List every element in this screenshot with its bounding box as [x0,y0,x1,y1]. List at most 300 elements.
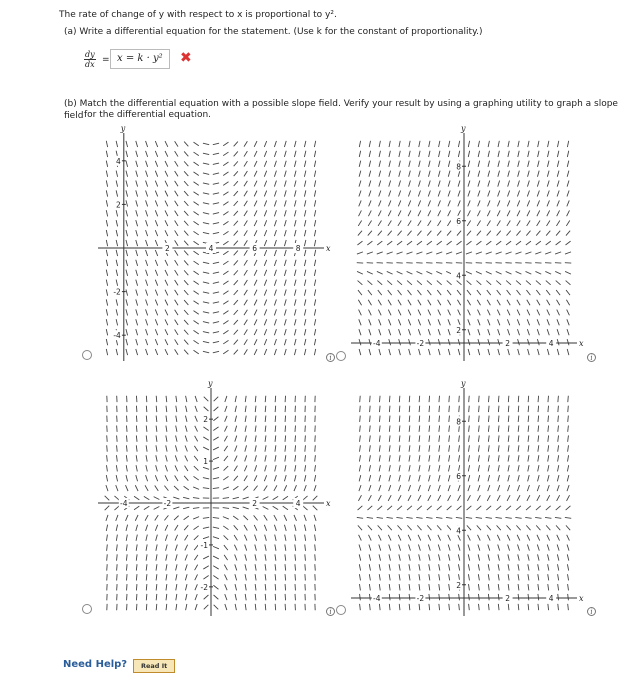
slope-segment [234,241,238,246]
slope-segment [488,604,489,610]
slope-segment [265,455,266,461]
slope-segment [367,281,372,285]
slope-segment [397,241,402,245]
slope-segment [213,427,218,431]
slope-segment [399,141,400,147]
slope-segment [568,584,569,590]
slope-segment [508,406,509,412]
slope-segment [417,290,421,295]
slope-segment [438,339,440,345]
slope-segment [507,200,509,206]
slope-segment [389,564,390,570]
slope-segment [313,506,318,510]
slope-segment [223,476,228,480]
slope-segment [469,416,470,422]
read-it-button[interactable]: Read It [133,659,175,673]
option-c-radio[interactable] [82,604,92,614]
slope-segment [498,426,499,432]
slope-segment [223,231,228,235]
slope-segment [398,319,400,325]
slope-segment [399,545,401,551]
slope-segment [106,171,107,177]
slope-segment [284,515,287,521]
slope-segment [155,191,157,197]
slope-segment [379,406,380,412]
slope-segment [264,475,266,481]
slope-segment [275,406,276,412]
slope-segment [438,300,441,306]
slope-segment [548,574,549,580]
slope-segment [245,554,247,560]
slope-segment [527,300,530,306]
slope-segment [155,485,158,490]
slope-segment [459,445,460,451]
slope-segment [418,310,421,316]
slope-segment [284,210,286,216]
slope-segment [184,280,188,285]
slope-segment [428,545,430,551]
slope-segment [399,329,401,335]
slope-segment [295,455,296,461]
slope-segment [304,270,305,276]
slope-segment [244,221,247,226]
slope-segment [155,250,157,256]
slope-segment [567,161,569,167]
slope-segment [213,332,219,333]
slope-segment [459,435,460,441]
slope-segment [517,495,520,501]
slope-segment [225,604,227,610]
slope-segment [155,290,157,296]
slope-segment [527,535,530,541]
slope-segment [176,426,177,432]
slope-segment [255,406,256,412]
slope-segment [507,300,510,306]
slope-segment [165,171,168,177]
slope-segment [438,181,440,187]
slope-segment [314,475,315,481]
slope-segment [399,181,401,187]
slope-segment [126,250,128,256]
slope-segment [399,349,401,355]
slope-segment [418,535,421,541]
slope-segment [477,310,480,316]
info-icon[interactable]: i [326,353,335,362]
slope-segment [193,172,198,176]
option-b-radio[interactable] [336,351,346,361]
slope-segment [126,339,128,345]
slope-segment [203,213,209,214]
slope-segment [193,152,198,156]
slope-segment [387,241,392,245]
slope-segment [518,349,520,355]
slope-segment [254,349,257,355]
slope-segment [185,456,188,462]
slope-segment [557,319,559,325]
slope-segment [223,311,228,315]
slope-segment [418,190,420,196]
slope-segment [264,230,266,236]
slope-segment [195,594,197,600]
slope-segment [234,320,238,325]
slope-segment [369,554,371,560]
slope-segment [166,604,167,610]
slope-segment [359,200,361,206]
slope-segment [446,517,452,518]
slope-segment [429,151,430,157]
slope-segment [407,281,412,285]
slope-segment [186,396,187,402]
slope-segment [213,447,219,450]
slope-segment [498,574,499,580]
slope-segment [370,406,371,412]
slope-segment [506,525,510,530]
slope-segment [314,525,315,531]
slope-segment [378,210,381,216]
slope-segment [567,564,568,570]
info-icon[interactable]: i [587,353,596,362]
slope-segment [225,594,227,600]
slope-segment [448,554,450,560]
slope-segment [497,210,500,216]
answer-input[interactable]: x = k · y² [110,49,170,69]
slope-segment [274,161,276,167]
slope-segment [213,467,219,469]
slope-segment [166,574,167,580]
slope-segment [275,396,276,402]
option-d-radio[interactable] [336,605,346,615]
slope-segment [528,141,529,147]
slope-segment [254,191,257,197]
slope-segment [235,564,237,570]
slope-segment [429,594,430,600]
slope-segment [466,241,471,245]
slope-segment [274,270,276,276]
slope-segment [213,302,219,303]
slope-segment [389,426,390,432]
slope-segment [175,455,177,461]
slope-segment [166,594,167,600]
slope-segment [546,231,550,236]
slope-segment [107,455,108,461]
slope-segment [448,495,451,501]
slope-segment [193,517,199,519]
slope-segment [176,594,177,600]
slope-segment [417,506,422,510]
slope-segment [165,329,168,335]
slope-segment [486,241,491,245]
slope-segment [447,290,451,295]
slope-segment [126,230,128,236]
slope-segment [448,545,450,551]
y-tick-label: -2 [200,582,208,592]
slope-segment [304,485,306,491]
slope-segment [439,465,440,471]
slope-segment [214,397,219,401]
slope-segment [193,498,199,499]
slope-segment [106,141,107,147]
slope-segment [284,329,286,335]
x-tick-label: 6 [252,244,257,253]
slope-segment [265,554,266,560]
slope-segment [548,465,549,471]
slope-segment [437,241,442,245]
slope-segment [359,445,360,451]
slope-segment [264,250,266,256]
slope-segment [367,506,372,510]
slope-segment [234,161,238,166]
slope-segment [438,495,441,501]
slope-segment [448,200,450,206]
slope-segment [488,426,489,432]
slope-segment [488,455,489,461]
slope-segment [518,406,519,412]
slope-segment [537,535,540,541]
slope-segment [223,192,228,196]
slope-segment [184,516,189,520]
slope-segment [548,604,549,610]
slope-segment [548,435,549,441]
slope-segment [314,299,315,305]
slope-segment [379,604,380,610]
slope-segment [518,161,520,167]
slope-segment [389,190,391,196]
slope-segment [175,545,177,551]
slope-segment [136,151,138,157]
slope-segment [225,416,227,422]
slope-segment [369,171,371,177]
slope-segment [175,260,178,265]
slope-segment [459,604,460,610]
slope-segment [165,191,168,197]
slope-segment [487,300,490,306]
slope-segment [565,271,571,274]
slope-segment [275,594,276,600]
slope-segment [294,329,296,335]
slope-segment [203,467,209,469]
slope-segment [409,426,410,432]
slope-segment [255,594,256,600]
slope-segment [106,250,107,256]
slope-segment [136,220,138,226]
slope-segment [294,319,296,325]
slope-segment [398,290,402,295]
slope-segment [165,349,168,355]
slope-segment [479,604,480,610]
slope-segment [418,495,421,501]
slope-segment [516,525,520,530]
slope-segment [427,281,432,285]
slope-segment [313,496,318,500]
slope-segment [389,485,391,491]
slope-segment [285,554,286,560]
slope-segment [497,319,499,325]
slope-segment [567,545,569,551]
slope-segment [155,475,157,481]
slope-segment [369,564,370,570]
slope-segment [397,506,402,510]
x-tick-label: 2 [505,339,510,348]
slope-segment [203,575,208,579]
slope-segment [438,485,440,491]
slope-segment [398,300,401,306]
x-tick-label: 4 [548,594,554,603]
slope-segment [457,281,462,285]
slope-segment [234,280,238,285]
slope-segment [244,310,247,315]
slope-segment [448,300,451,306]
slope-segment [478,141,479,147]
slope-segment [223,321,228,325]
slope-segment [419,435,420,441]
slope-segment [489,396,490,402]
slope-segment [517,485,519,491]
info-icon[interactable]: i [587,607,596,616]
slope-segment [428,300,431,306]
slope-segment [265,426,266,432]
slope-segment [234,300,238,305]
slope-segment [409,339,411,345]
slope-segment [528,445,529,451]
slope-segment [517,329,519,335]
slope-segment [496,252,502,254]
slope-segment [213,312,219,313]
slope-segment [184,310,188,315]
slope-segment [203,478,209,479]
slope-segment [146,220,148,226]
slope-segment [274,190,276,196]
slope-segment [556,525,560,530]
slope-segment [517,200,519,206]
slope-segment [314,200,315,206]
slope-segment [265,574,266,580]
slope-segment [223,241,228,245]
slope-segment [528,171,530,177]
slope-segment [304,200,305,206]
slope-segment [155,230,157,236]
slope-segment [487,290,491,295]
slope-segment [399,396,400,402]
slope-segment [429,554,431,560]
slope-segment [126,299,128,305]
option-a-radio[interactable] [82,350,92,360]
slope-segment [304,349,305,355]
slope-segment [204,407,209,411]
slope-segment [106,465,107,471]
slope-segment [156,584,157,590]
slope-segment [193,271,198,275]
slope-segment [388,231,392,236]
slope-segment [175,181,178,186]
slope-segment [146,416,147,422]
slope-segment [106,319,107,325]
slope-segment [155,141,157,147]
slope-segment [369,594,370,600]
slope-segment [477,210,480,216]
slope-segment [204,605,209,609]
slope-segment [274,181,276,187]
slope-segment [146,329,148,335]
slope-segment [458,151,459,157]
slope-segment [274,200,276,206]
slope-segment [429,416,430,422]
slope-segment [185,564,187,570]
slope-segment [184,320,188,325]
slope-segment [438,200,440,206]
slope-segment [568,604,569,610]
slope-segment [235,396,236,402]
slope-segment [175,535,178,541]
slope-segment [407,241,412,245]
slope-segment [126,535,127,541]
slope-segment [264,181,266,187]
slope-segment [546,281,551,285]
slope-segment [438,349,440,355]
slope-segment [203,143,209,144]
slope-segment [126,200,128,206]
x-tick-label: 2 [252,499,257,508]
slope-segment [518,151,519,157]
slope-segment [468,210,471,216]
slope-segment [535,271,541,274]
slope-segment [537,171,539,177]
slope-segment [203,537,209,539]
slope-segment [518,574,519,580]
slope-segment [379,445,380,451]
slope-segment [419,416,420,422]
slope-segment [255,396,256,402]
slope-segment [234,221,238,226]
slope-segment [439,435,440,441]
slope-segment [459,455,460,461]
slope-segment [146,151,148,157]
slope-segment [547,475,549,481]
slope-segment [548,445,549,451]
slope-segment [468,554,470,560]
slope-segment [457,300,460,306]
y-axis-label: y [461,125,466,133]
slope-field-graph-c [92,380,332,620]
slope-segment [409,349,411,355]
slope-segment [498,554,500,560]
slope-segment [369,349,371,355]
slope-segment [245,416,246,422]
slope-segment [234,525,238,530]
slope-segment [304,220,305,226]
slope-segment [203,351,209,352]
slope-segment [244,349,247,354]
slope-segment [213,527,219,528]
info-icon[interactable]: i [326,607,335,616]
slope-segment [536,281,541,285]
slope-segment [264,300,266,306]
slope-segment [429,604,430,610]
slope-segment [116,250,117,256]
slope-segment [418,181,420,187]
slope-segment [408,485,410,491]
slope-segment [255,455,257,461]
slope-segment [274,485,277,491]
slope-segment [507,210,510,216]
slope-segment [496,281,501,285]
slope-segment [194,466,199,470]
slope-segment [274,210,276,216]
slope-segment [408,290,412,295]
slope-segment [155,270,157,276]
slope-segment [498,564,499,570]
slope-segment [527,181,529,187]
slope-segment [398,210,401,216]
